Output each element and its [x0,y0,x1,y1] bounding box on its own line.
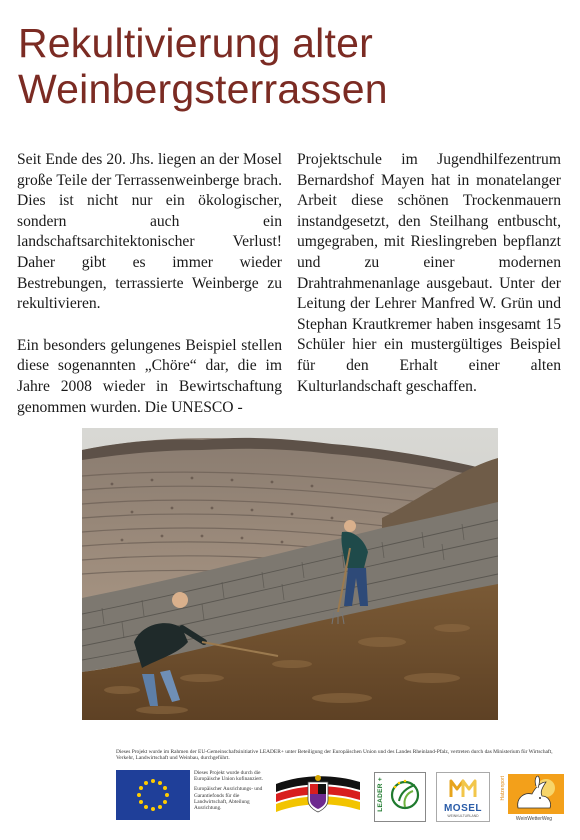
funding-note: Dieses Projekt wurde im Rahmen der EU-Gemeinschaftsinitiative LEADER+ unter Beteiligung der Europäischen Union und des Landes Rheinland-Pfalz, vertreten durch das Ministerium für Wirtschaft, Verkehr, Landwirtschaft und Weinbau, durchgeführt. [116,749,553,762]
rheinland-pfalz-logo-icon [272,770,364,823]
paragraph: Ein besonders gelungenes Beispiel stellen diese sogenannten „Chöre“ dar, die im Jahre 2008 wieder in Bewirtschaftung genommen wurden. Die UNESCO - [17,336,282,416]
hare-icon [502,772,566,816]
mosel-m-icon [437,773,489,803]
eu-text-line: Europäischer Ausrichtungs- und Garantiefonds für die Landwirtschaft, Abteilung Ausrichtung. [194,786,263,812]
eu-text-line: Dieses Projekt wurde durch die Europäische Union kofinanziert. [194,770,263,783]
eu-cofinancing-text [194,770,268,815]
wwm-side-label: Hatzenport [500,776,506,801]
sponsor-logos [116,770,566,825]
title-line-2: Weinbergsterrassen [18,66,388,112]
leader-plus-icon [375,773,425,821]
leader-logo [374,772,426,822]
weinwetterweg-logo [502,772,566,822]
page-title [18,20,558,112]
paragraph: Projektschule im Jugendhilfezentrum Bernardshof Mayen hat in monatelanger Arbeit diese schönen Trockenmauern instandgesetzt, den Steilhang entbuscht, umgegraben, mit Rieslingreben bepflanzt und zu einer modernen Drahtrahmenanlage ausgebaut. Unter der Leitung der Lehrer Manfred W. Grün und Stephan Krautkremer haben insgesamt 15 Schüler hier ein mustergültiges Beispiel für den Erhalt einer alten Kulturlandschaft geschaffen. [297,151,561,395]
mosel-weinkulturland-logo [436,772,490,822]
wwm-label: WeinWetterWeg [515,816,553,822]
paragraph: Seit Ende des 20. Jhs. liegen an der Mosel große Teile der Terrassenweinberge brach. Dies ist nicht nur ein ökologischer, sondern auch ein landschaftsarchitektonischer Verlust! Daher gibt es immer wieder Bestrebungen, terrassierte Weinberge zu rekultivieren. [17,151,282,313]
text-column-left [17,150,282,439]
leader-label: LEADER + [377,777,384,812]
title-line-1: Rekultivierung alter [18,20,373,66]
vineyard-terrace-photo [82,428,498,720]
mosel-label: MOSEL [443,803,483,814]
eu-flag-icon [116,770,190,820]
mosel-sub-label: WEINKULTURLAND [447,814,479,818]
photo-illustration [82,428,498,720]
text-column-right [297,150,561,418]
